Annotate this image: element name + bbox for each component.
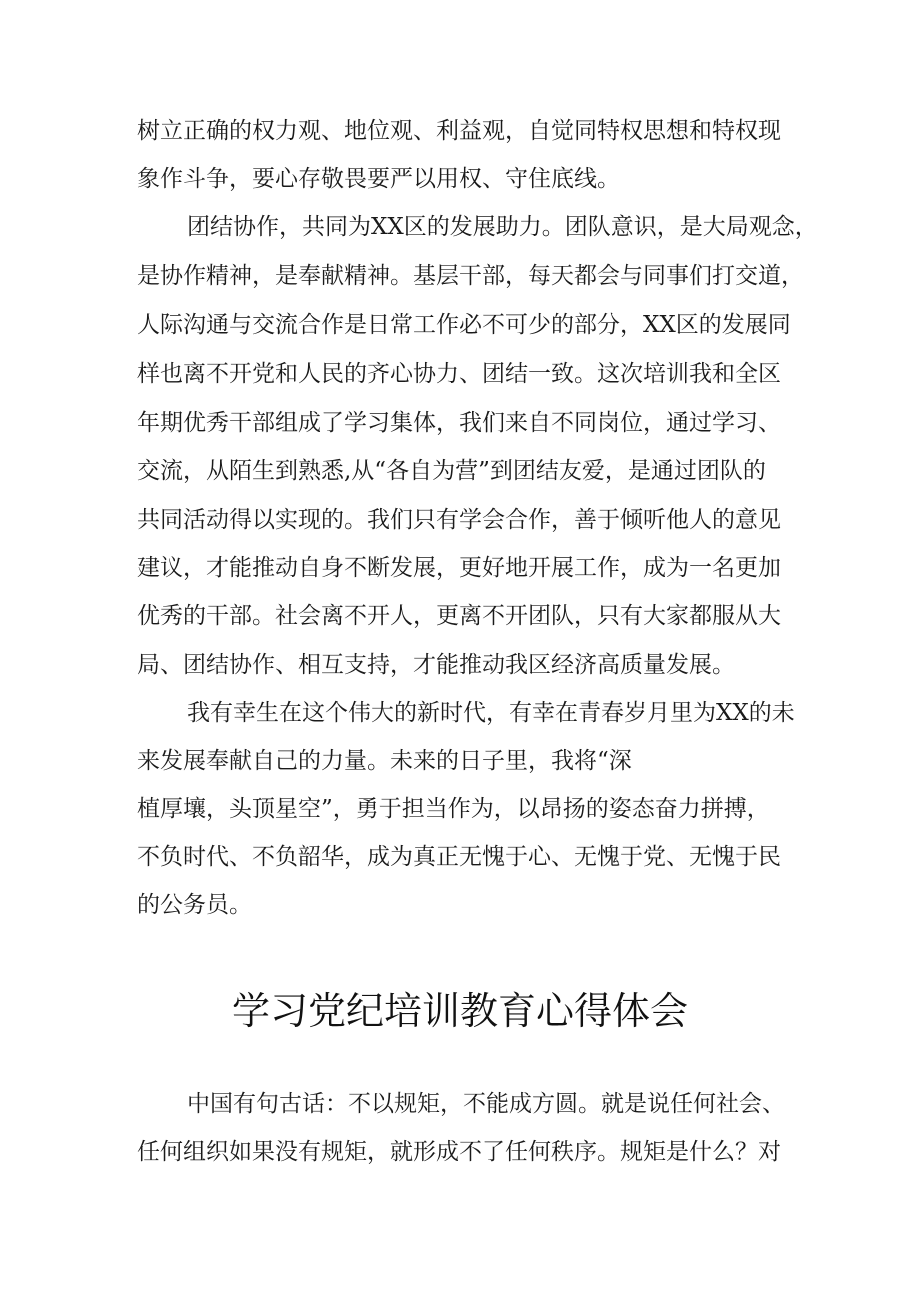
text-line: 建议，才能推动自身不断发展，更好地开展工作，成为一名更加 — [137, 555, 781, 581]
text-line: 不负时代、不负韶华，成为真正无愧于心、无愧于党、无愧于民 — [137, 844, 781, 870]
text-line: 局、团结协作、相互支持，才能推动我区经济高质量发展。 — [137, 652, 735, 678]
text-line: 树立正确的权力观、地位观、利益观，自觉同特权思想和特权现 — [137, 118, 781, 144]
paragraph-start-line: 我有幸生在这个伟大的新时代，有幸在青春岁月里为XX的未 — [187, 700, 795, 726]
paragraph-start-line: 团结协作，共同为XX区的发展助力。团队意识，是大局观念， — [187, 214, 818, 240]
text-line: 来发展奉献自己的力量。未来的日子里，我将“深 — [137, 748, 632, 774]
text-line: 是协作精神，是奉献精神。基层干部，每天都会与同事们打交道， — [137, 263, 804, 289]
text-line: 的公务员。 — [137, 892, 252, 918]
text-line: 样也离不开党和人民的齐心协力、团结一致。这次培训我和全区 — [137, 361, 781, 387]
text-line: 任何组织如果没有规矩，就形成不了任何秩序。规矩是什么？对 — [137, 1139, 781, 1165]
text-line: 年期优秀干部组成了学习集体，我们来自不同岗位，通过学习、 — [137, 410, 781, 436]
text-line: 交流，从陌生到熟悉,从“各自为营”到团结友爱，是通过团队的 — [137, 458, 766, 484]
text-line: 植厚壤，头顶星空”，勇于担当作为，以昂扬的姿态奋力拼搏， — [137, 796, 770, 822]
paragraph-start-line: 中国有句古话：不以规矩，不能成方圆。就是说任何社会、 — [187, 1091, 785, 1117]
section-title: 学习党纪培训教育心得体会 — [231, 989, 688, 1033]
text-line: 共同活动得以实现的。我们只有学会合作，善于倾听他人的意见 — [137, 507, 781, 533]
text-line: 人际沟通与交流合作是日常工作必不可少的部分，XX区的发展同 — [137, 312, 791, 338]
text-line: 优秀的干部。社会离不开人，更离不开团队，只有大家都服从大 — [137, 603, 781, 629]
text-line: 象作斗争，要心存敬畏要严以用权、守住底线。 — [137, 166, 620, 192]
